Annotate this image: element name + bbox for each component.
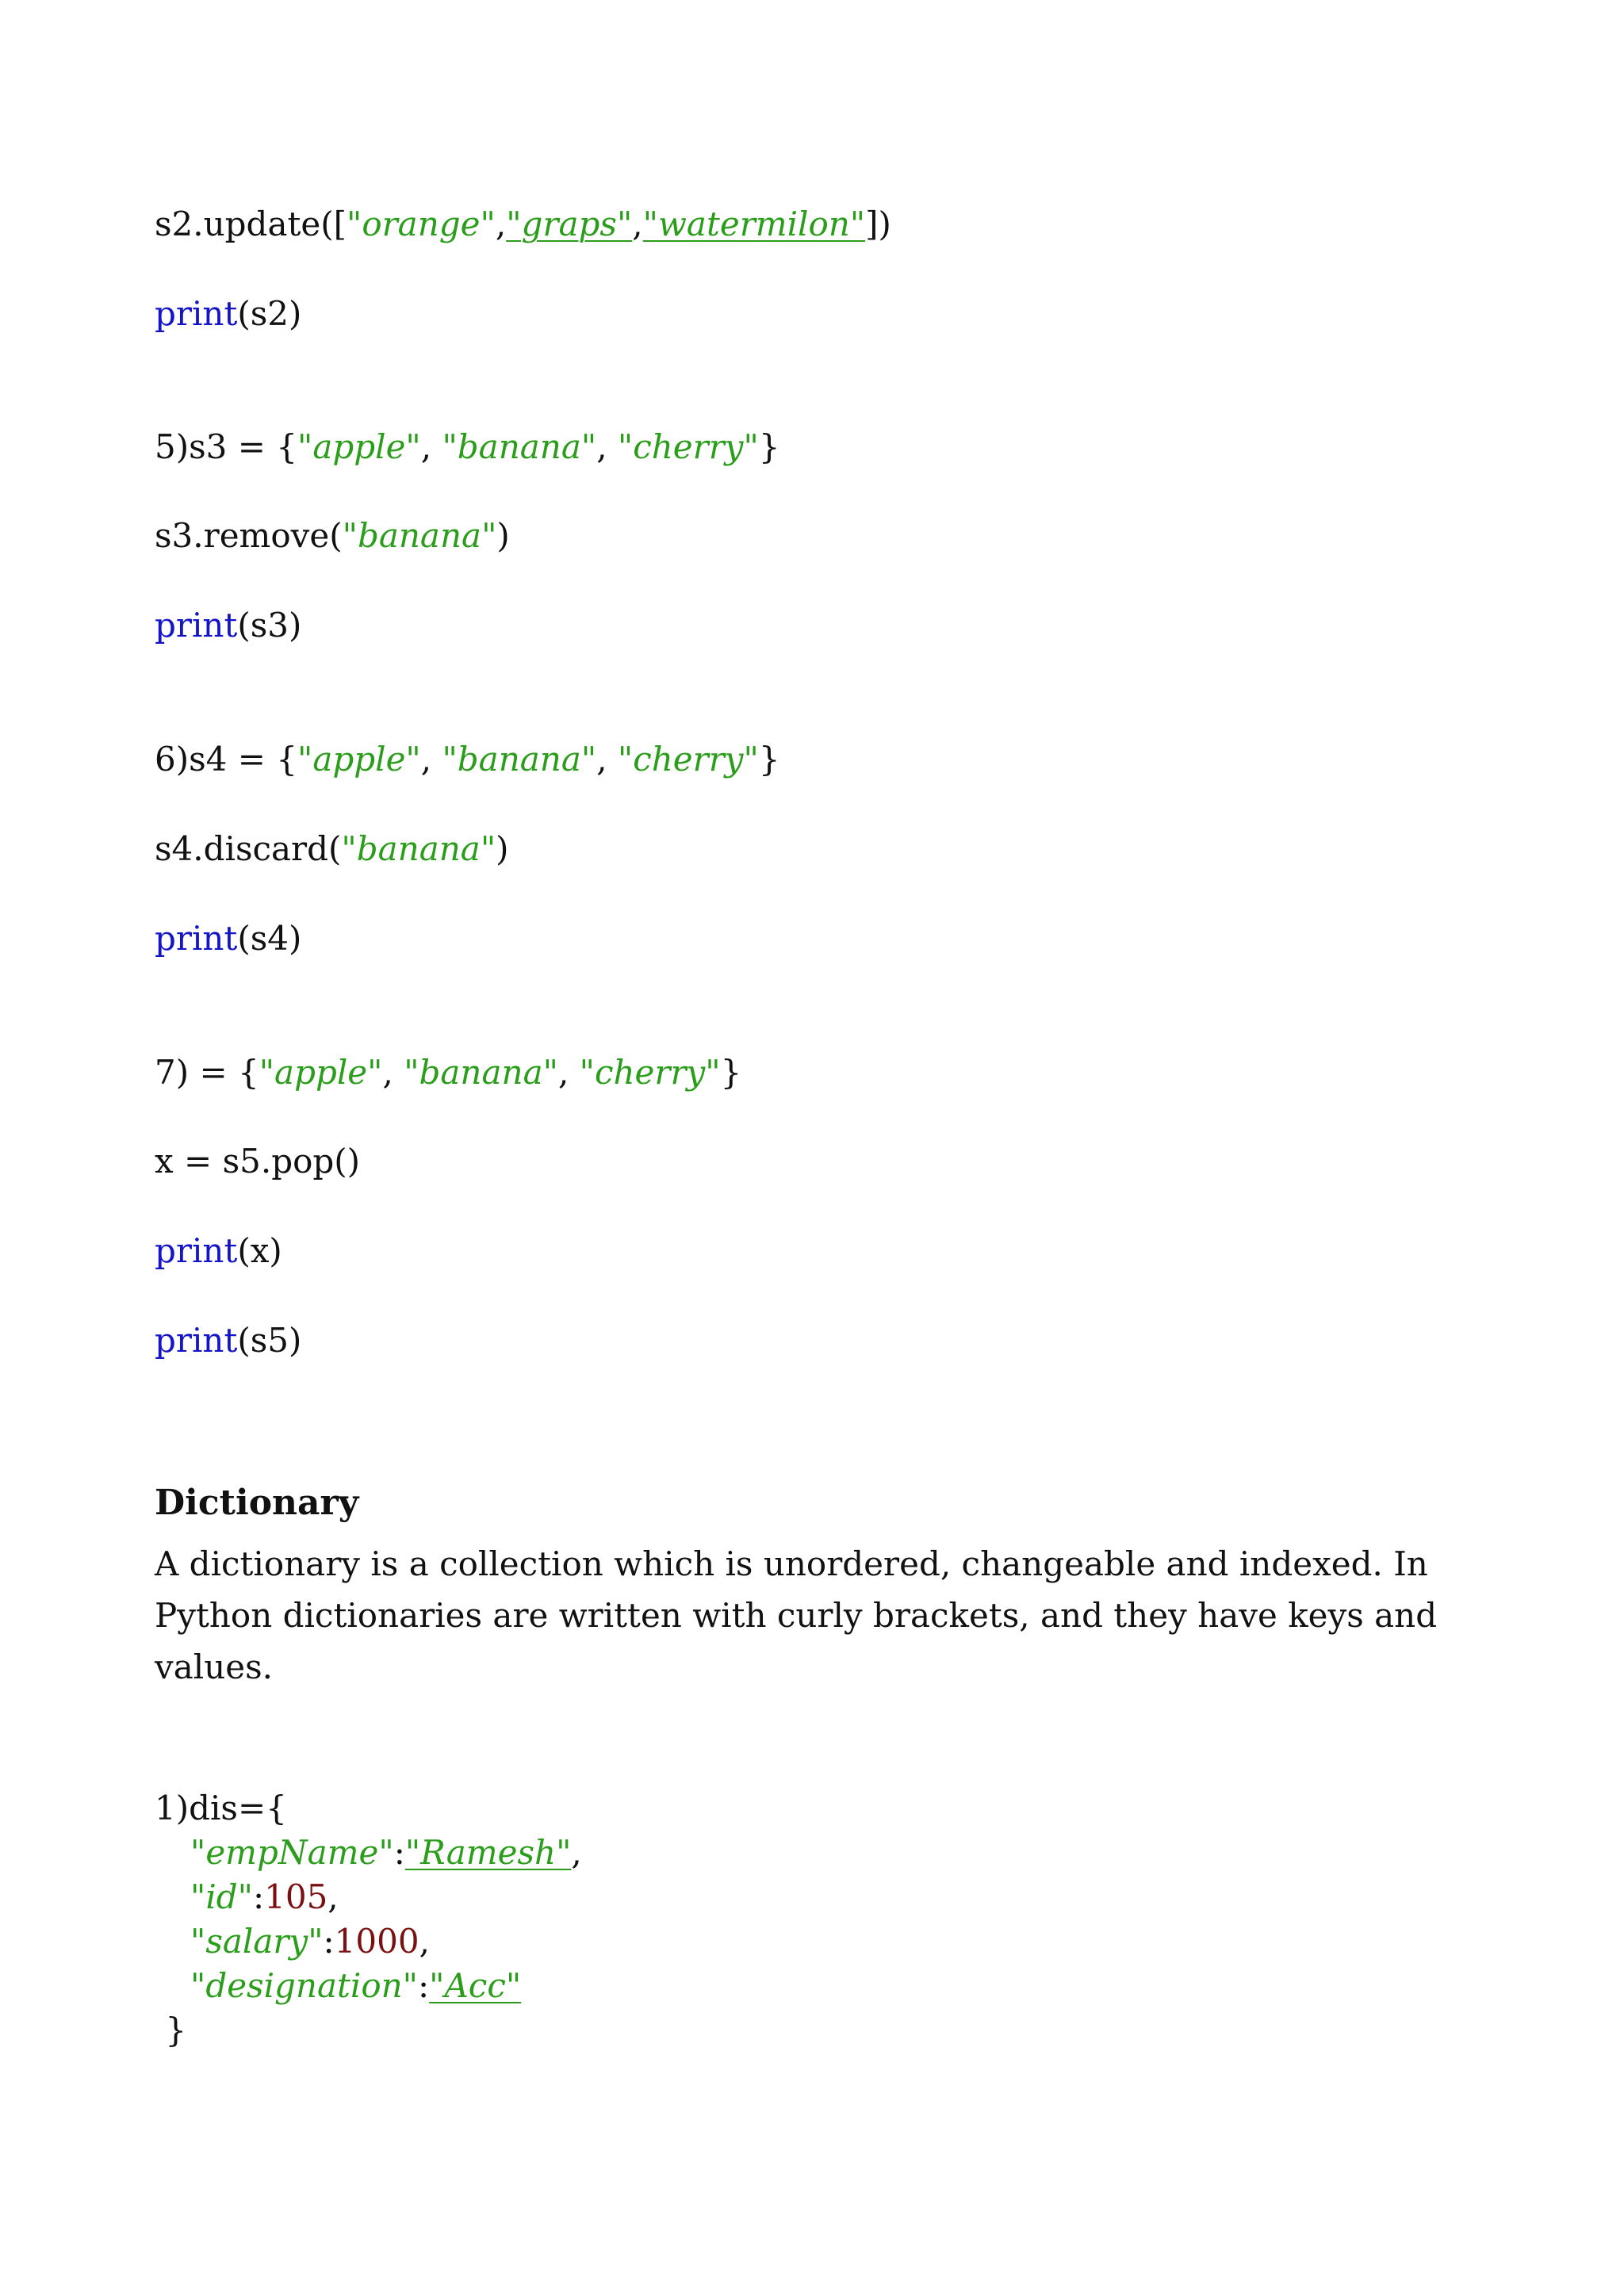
code-text: , [382,1053,404,1092]
keyword-print: print [155,1321,238,1360]
code-text: (x) [237,1231,282,1270]
string-literal: "apple" [297,740,421,779]
string-literal: "orange" [347,205,496,243]
dict-key: "id" [190,1877,253,1916]
dict-entry-id [190,1875,339,1919]
code-text: s4.discard( [155,829,342,868]
code-line-print-s2 [155,292,301,336]
code-text: , [596,740,618,779]
code-text: 5)s3 = { [155,427,297,466]
dict-entry-designation [190,1964,521,2008]
code-text: s3.remove( [155,516,343,555]
string-literal: "watermilon" [642,205,866,243]
code-text: : [393,1833,405,1872]
code-text: ) [496,829,509,868]
code-text: 6)s4 = { [155,740,297,779]
code-text: } [720,1053,742,1092]
code-text: 7) = { [155,1053,259,1092]
code-text: } [758,427,780,466]
code-line-s5-pop [155,1139,360,1184]
dict-key: "salary" [190,1922,324,1961]
code-line-print-s5 [155,1318,301,1363]
dict-key: "designation" [190,1966,418,2005]
code-text: } [758,740,780,779]
string-literal: "banana" [342,516,497,555]
keyword-print: print [155,606,238,645]
code-line-print-x [155,1229,282,1273]
section-heading: Dictionary [155,1483,359,1523]
string-literal: "banana" [341,829,496,868]
code-line-s3-remove [155,514,510,558]
string-literal: "cherry" [579,1053,721,1092]
code-text: : [323,1922,335,1961]
code-text: : [418,1966,430,2005]
code-text: , [419,1922,430,1961]
string-literal: "cherry" [617,740,759,779]
code-line-s4-def [155,737,780,782]
code-text: s2.update([ [155,205,347,243]
code-line-print-s4 [155,916,301,961]
string-literal: "banana" [442,427,597,466]
code-text: , [596,427,618,466]
string-literal: "banana" [404,1053,558,1092]
code-text: , [327,1877,339,1916]
string-literal: "cherry" [617,427,759,466]
code-text: (s5) [237,1321,302,1360]
code-line-print-s3 [155,603,301,648]
string-literal: "graps" [506,205,633,243]
code-text: , [420,427,442,466]
dict-entry-empname [190,1831,582,1875]
code-text: , [632,205,643,243]
code-line-update [155,202,891,247]
keyword-print: print [155,1231,238,1270]
code-text: 1)dis={ [155,1789,287,1827]
keyword-print: print [155,294,238,333]
dict-entry-salary [190,1919,430,1964]
code-line-s3-def [155,425,780,469]
code-text: (s3) [237,606,302,645]
string-literal: "banana" [442,740,597,779]
code-text: , [557,1053,580,1092]
code-text: ) [496,516,510,555]
code-text: : [252,1877,265,1916]
code-text: } [155,2011,187,2049]
code-text: ]) [865,205,891,243]
code-text: , [420,740,442,779]
code-line-s5-def [155,1050,741,1095]
dict-line-close [155,2008,186,2053]
code-text: x = s5.pop() [155,1142,361,1181]
code-text: (s2) [237,294,302,333]
dict-line-open [155,1786,287,1831]
code-line-s4-discard [155,827,509,871]
dict-value: "Acc" [429,1966,522,2005]
dict-key: "empName" [190,1833,394,1872]
code-text: (s4) [237,919,302,958]
string-literal: "apple" [259,1053,383,1092]
dict-value: "Ramesh" [404,1833,572,1872]
dict-value: 1000 [334,1922,419,1961]
string-literal: "apple" [297,427,421,466]
code-text: , [571,1833,582,1872]
dict-value: 105 [264,1877,328,1916]
section-paragraph: A dictionary is a collection which is unordered, changeable and indexed. In Python dictionaries are written with curly brackets, and they have keys and values. [155,1544,1438,1686]
keyword-print: print [155,919,238,958]
code-text: , [495,205,507,243]
